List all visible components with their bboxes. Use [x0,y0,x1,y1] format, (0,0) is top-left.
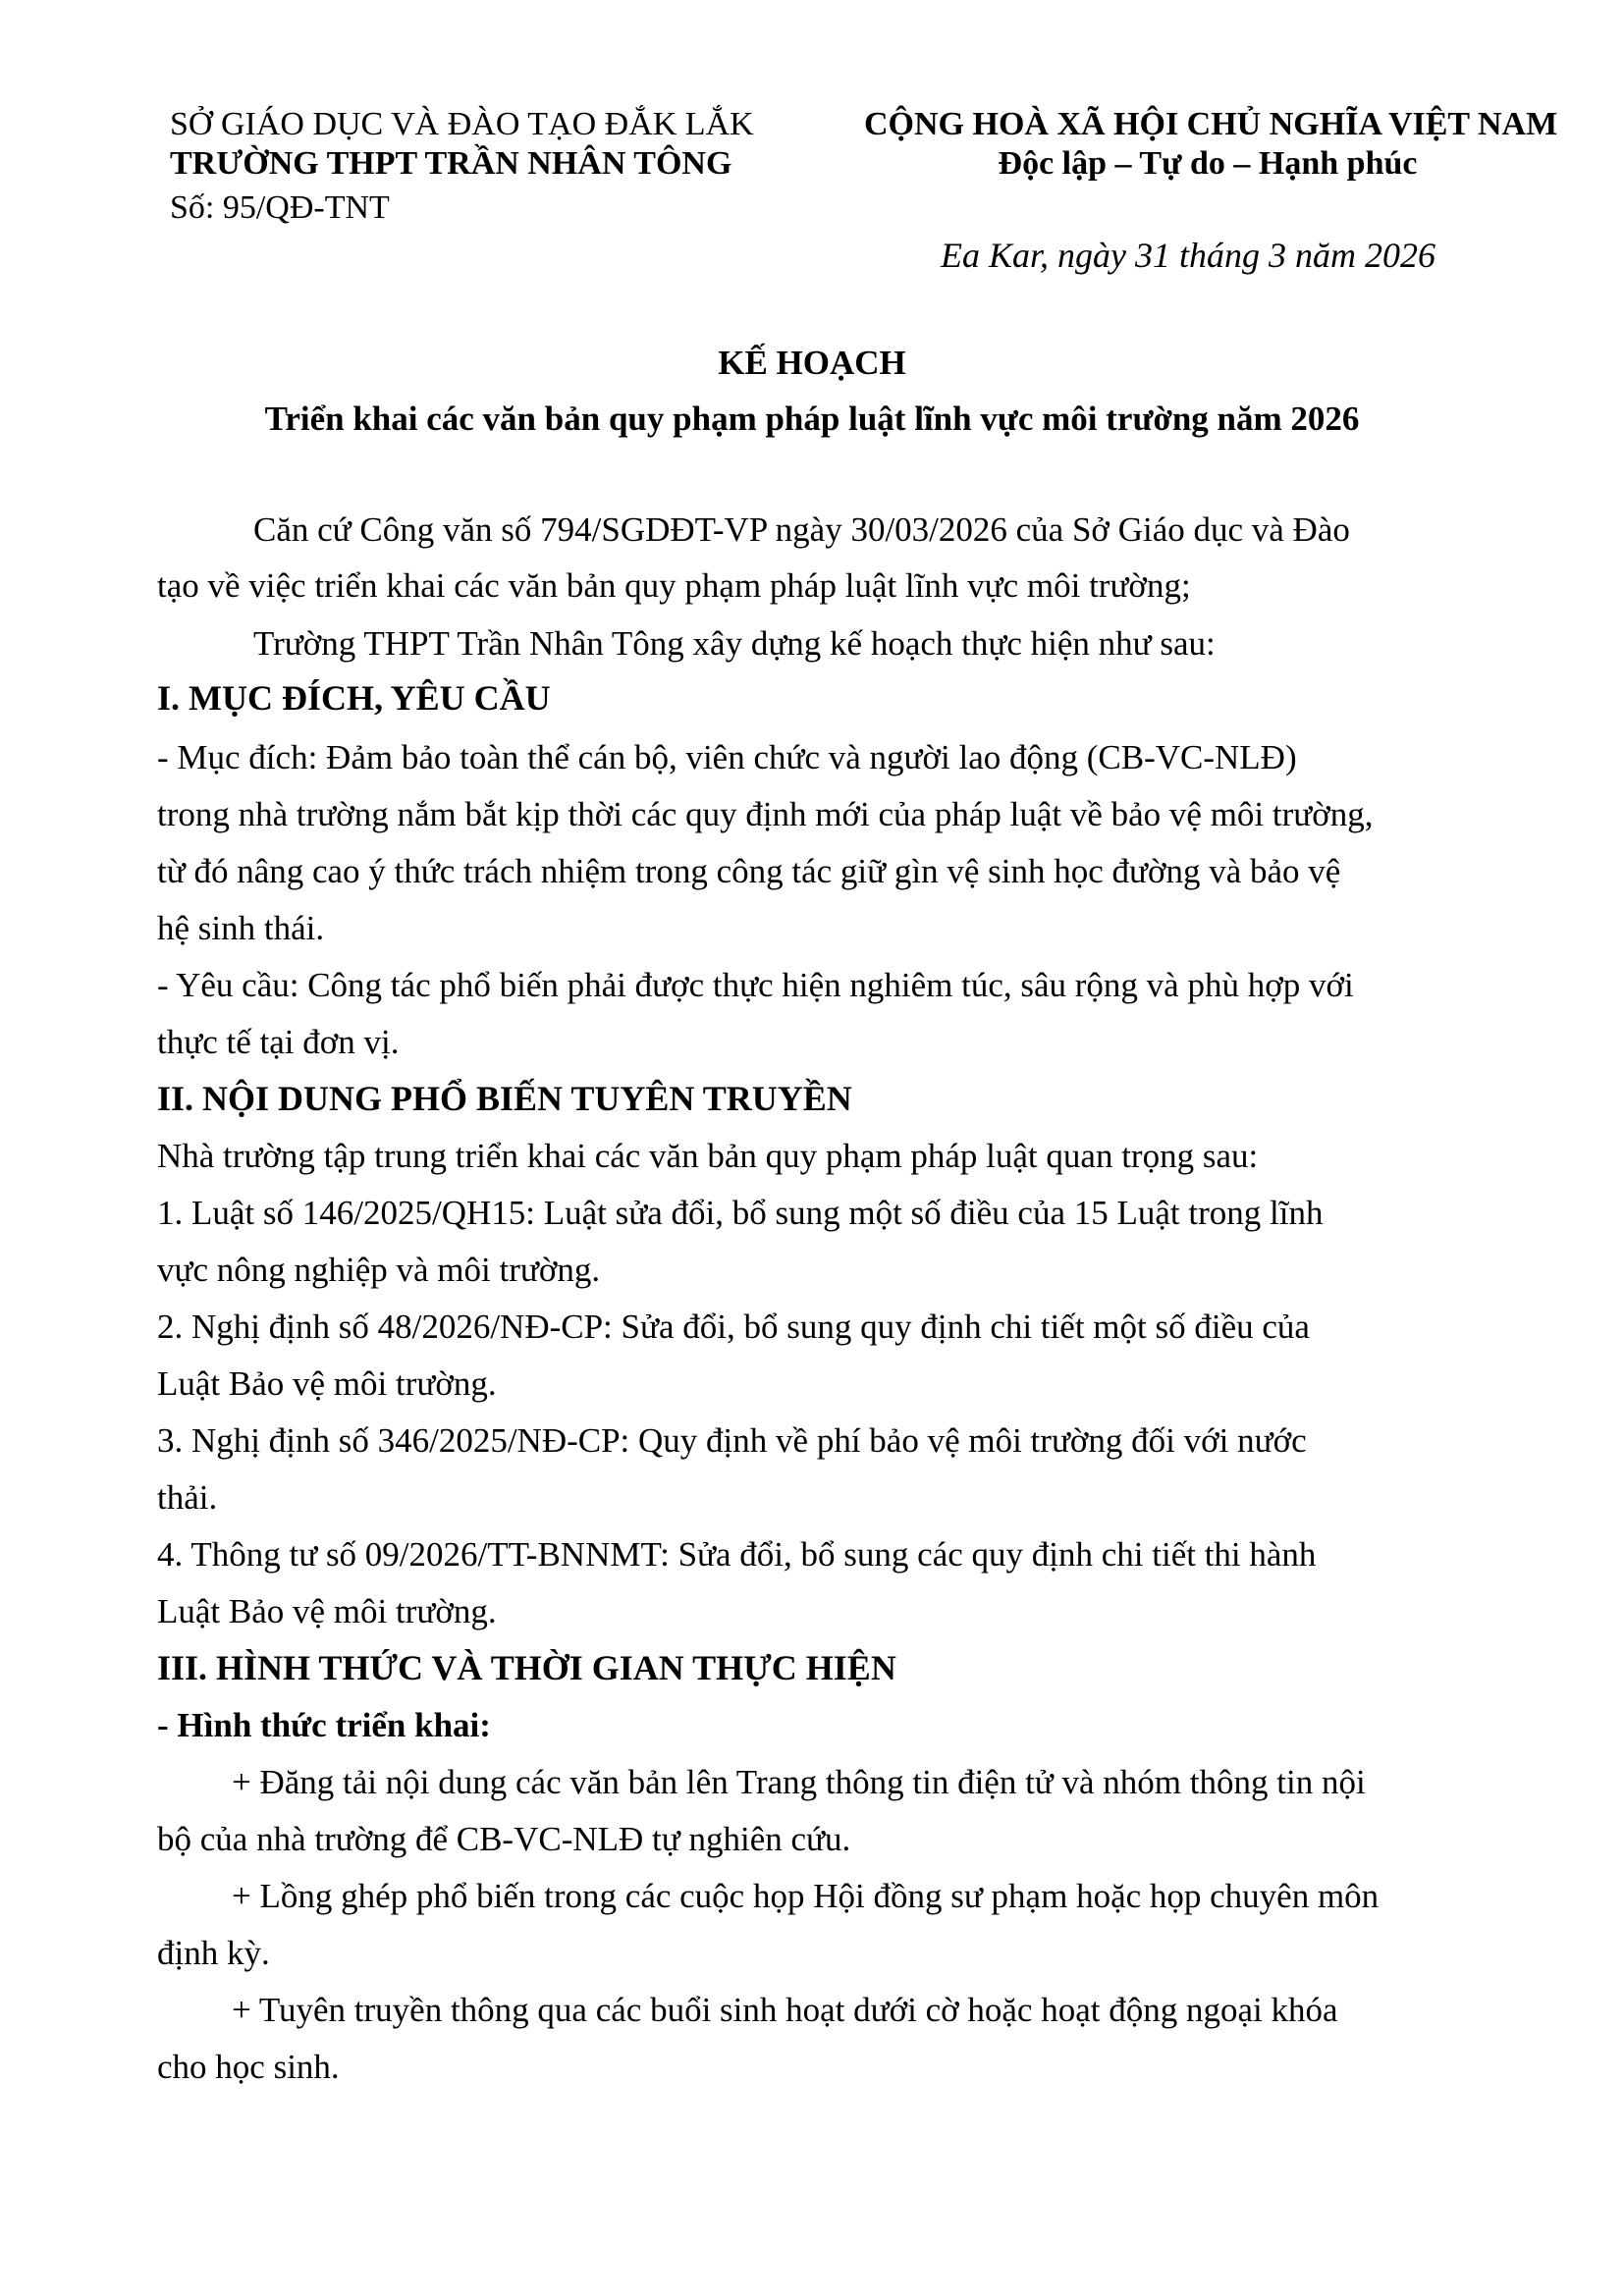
plan-line: Trường THPT Trần Nhân Tông xây dựng kế hoạch thực hiện như sau: [253,624,1216,663]
form-item-2-line-1: + Lồng ghép phổ biến trong các cuộc họp Hội đồng sư phạm hoặc họp chuyên môn [232,1877,1380,1915]
law-item-4-line-2: Luật Bảo vệ môi trường. [157,1592,497,1630]
law-item-1-line-2: vực nông nghiệp và môi trường. [157,1251,601,1289]
nation-name: CỘNG HOÀ XÃ HỘI CHỦ NGHĨA VIỆT NAM [864,106,1558,142]
place-date: Ea Kar, ngày 31 tháng 3 năm 2026 [941,236,1435,275]
law-item-2-line-2: Luật Bảo vệ môi trường. [157,1364,497,1403]
purpose-line-3: từ đó nâng cao ý thức trách nhiệm trong công tác giữ gìn vệ sinh học đường và bảo vệ [157,852,1341,890]
basis-line-1: Căn cứ Công văn số 794/SGDĐT-VP ngày 30/03/2026 của Sở Giáo dục và Đào [253,510,1350,549]
school-name: TRƯỜNG THPT TRẦN NHÂN TÔNG [170,145,732,182]
form-heading: - Hình thức triển khai: [157,1706,491,1744]
section-1-heading: I. MỤC ĐÍCH, YÊU CẦU [157,678,551,718]
section-3-heading: III. HÌNH THỨC VÀ THỜI GIAN THỰC HIỆN [157,1648,896,1687]
form-item-2-line-2: định kỳ. [157,1934,270,1972]
require-line-2: thực tế tại đơn vị. [157,1023,400,1061]
law-item-2-line-1: 2. Nghị định số 48/2026/NĐ-CP: Sửa đổi, bổ sung quy định chi tiết một số điều của [157,1308,1310,1346]
section-2-lead: Nhà trường tập trung triển khai các văn bản quy phạm pháp luật quan trọng sau: [157,1137,1259,1175]
require-line-1: - Yêu cầu: Công tác phổ biến phải được thực hiện nghiêm túc, sâu rộng và phù hợp với [157,966,1354,1004]
law-item-3-line-2: thải. [157,1478,218,1517]
document-number: Số: 95/QĐ-TNT [170,189,390,226]
purpose-line-2: trong nhà trường nắm bắt kịp thời các quy định mới của pháp luật về bảo vệ môi trường, [157,795,1374,833]
document-title: KẾ HOẠCH [718,344,906,382]
form-item-1-line-2: bộ của nhà trường để CB-VC-NLĐ tự nghiên cứu. [157,1820,851,1858]
section-2-heading: II. NỘI DUNG PHỔ BIẾN TUYÊN TRUYỀN [157,1079,852,1118]
national-motto: Độc lập – Tự do – Hạnh phúc [998,145,1418,182]
purpose-line-1: - Mục đích: Đảm bảo toàn thể cán bộ, viên chức và người lao động (CB-VC-NLĐ) [157,738,1297,776]
agency-name: SỞ GIÁO DỤC VÀ ĐÀO TẠO ĐẮK LẮK [170,106,754,142]
basis-line-2: tạo về việc triển khai các văn bản quy phạm pháp luật lĩnh vực môi trường; [157,566,1191,605]
purpose-line-4: hệ sinh thái. [157,909,325,947]
form-item-3-line-1: + Tuyên truyền thông qua các buổi sinh hoạt dưới cờ hoặc hoạt động ngoại khóa [232,1991,1338,2029]
form-item-3-line-2: cho học sinh. [157,2048,340,2086]
law-item-4-line-1: 4. Thông tư số 09/2026/TT-BNNMT: Sửa đổi, bổ sung các quy định chi tiết thi hành [157,1535,1317,1574]
law-item-3-line-1: 3. Nghị định số 346/2025/NĐ-CP: Quy định về phí bảo vệ môi trường đối với nước [157,1421,1307,1460]
law-item-1-line-1: 1. Luật số 146/2025/QH15: Luật sửa đổi, bổ sung một số điều của 15 Luật trong lĩnh [157,1194,1324,1232]
form-item-1-line-1: + Đăng tải nội dung các văn bản lên Trang thông tin điện tử và nhóm thông tin nội [232,1763,1366,1801]
document-subtitle: Triển khai các văn bản quy phạm pháp luật lĩnh vực môi trường năm 2026 [264,400,1360,438]
